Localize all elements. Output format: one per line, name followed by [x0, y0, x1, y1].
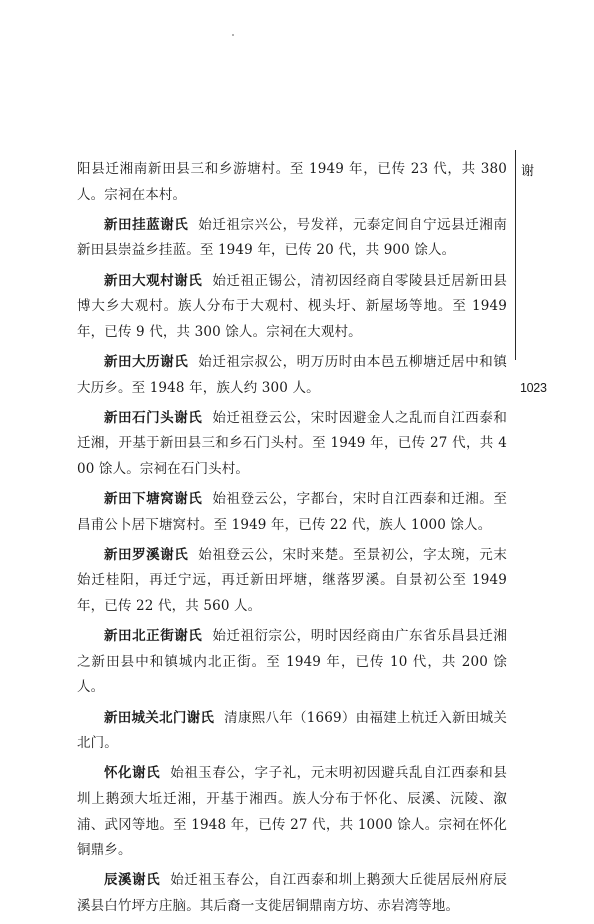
paragraph-text: 始迁祖正锡公，清初因经商自零陵县迁居新田县博大乡大观村。族人分布于大观村、枧头圩、新屋场等地。至 1949 年，已传 9 代，共 300 馀人。宗祠在大观村。 [77, 272, 507, 340]
paragraph [77, 868, 507, 919]
paragraph-text: 始迁祖玉春公，自江西泰和圳上鹅颈大丘徙居辰州府辰溪县白竹坪方庄脑。其后裔一支徙居铜鼎南方坊、赤岩湾等地。 [77, 872, 507, 914]
paragraph-text: 始迁祖宗叔公，明万历时由本邑五柳塘迁居中和镇大历乡。至 1948 年，族人约 300 人。 [77, 353, 507, 396]
paragraph-text: 始迁祖登云公，宋时因避金人之乱而自江西泰和迁湘，开基于新田县三和乡石门头村。至 1949 年，已传 27 代，共 400 馀人。宗祠在石门头村。 [77, 409, 507, 477]
paragraph [77, 487, 507, 538]
paragraph-text: 始祖登云公，字都台，宋时自江西泰和迁湘。至昌甫公卜居下塘窝村。至 1949 年，已传 22 代，族人 1000 馀人。 [77, 491, 507, 533]
paragraph [77, 624, 507, 701]
paragraph-text: 始迁祖衍宗公，明时因经商由广东省乐昌县迁湘之新田县中和镇城内北正街。至 1949 年，已传 10 代，共 200 馀人。 [77, 628, 507, 696]
scan-speck [232, 34, 234, 36]
clan-name: 新田挂蓝谢氏 [104, 216, 189, 233]
section-tab-char: 谢 [521, 164, 535, 179]
clan-name: 新田北正街谢氏 [104, 628, 203, 645]
paragraph [77, 269, 507, 346]
paragraph-text: 始祖登云公，宋时来楚。至景初公，字太琬，元末始迁桂阳，再迁宁远，再迁新田坪塘，继落罗溪。自景初公至 1949 年，已传 22 代，共 560 人。 [77, 546, 507, 615]
clan-name: 新田大历谢氏 [104, 353, 189, 370]
clan-name: 新田石门头谢氏 [104, 409, 203, 426]
paragraph-text: 阳县迁湘南新田县三和乡游塘村。至 1949 年，已传 23 代，共 380 人。宗祠在本村。 [77, 161, 507, 203]
body-text [77, 157, 507, 924]
paragraph [77, 543, 507, 620]
clan-name: 新田下塘窝谢氏 [104, 491, 203, 508]
paragraph-text: 清康熙八年（1669）由福建上杭迁入新田城关北门。 [77, 709, 508, 752]
clan-name: 新田罗溪谢氏 [104, 546, 189, 563]
margin-rule [515, 150, 516, 360]
paragraph [77, 157, 507, 208]
paragraph [77, 406, 507, 483]
paragraph-text: 始迁祖宗兴公，号发祥，元泰定间自宁远县迁湘南新田县崇益乡挂蓝。至 1949 年，已传 20 代，共 900 馀人。 [77, 216, 507, 259]
clan-name: 辰溪谢氏 [104, 872, 161, 889]
paragraph [77, 761, 507, 863]
paragraph [77, 706, 507, 757]
page-number: 1023 [520, 381, 547, 395]
clan-name: 怀化谢氏 [104, 765, 161, 782]
paragraph-text: 始祖玉春公，字子礼，元末明初因避兵乱自江西泰和县圳上鹅颈大坵迁湘，开基于湘西。族人分布于怀化、辰溪、沅陵、溆浦、武冈等地。至 1948 年，已传 27 代，共 1000 馀人。宗祠在怀化铜鼎乡。 [77, 765, 507, 859]
clan-name: 新田城关北门谢氏 [104, 709, 215, 726]
clan-name: 新田大观村谢氏 [104, 272, 203, 289]
paragraph [77, 213, 507, 264]
paragraph [77, 350, 507, 401]
